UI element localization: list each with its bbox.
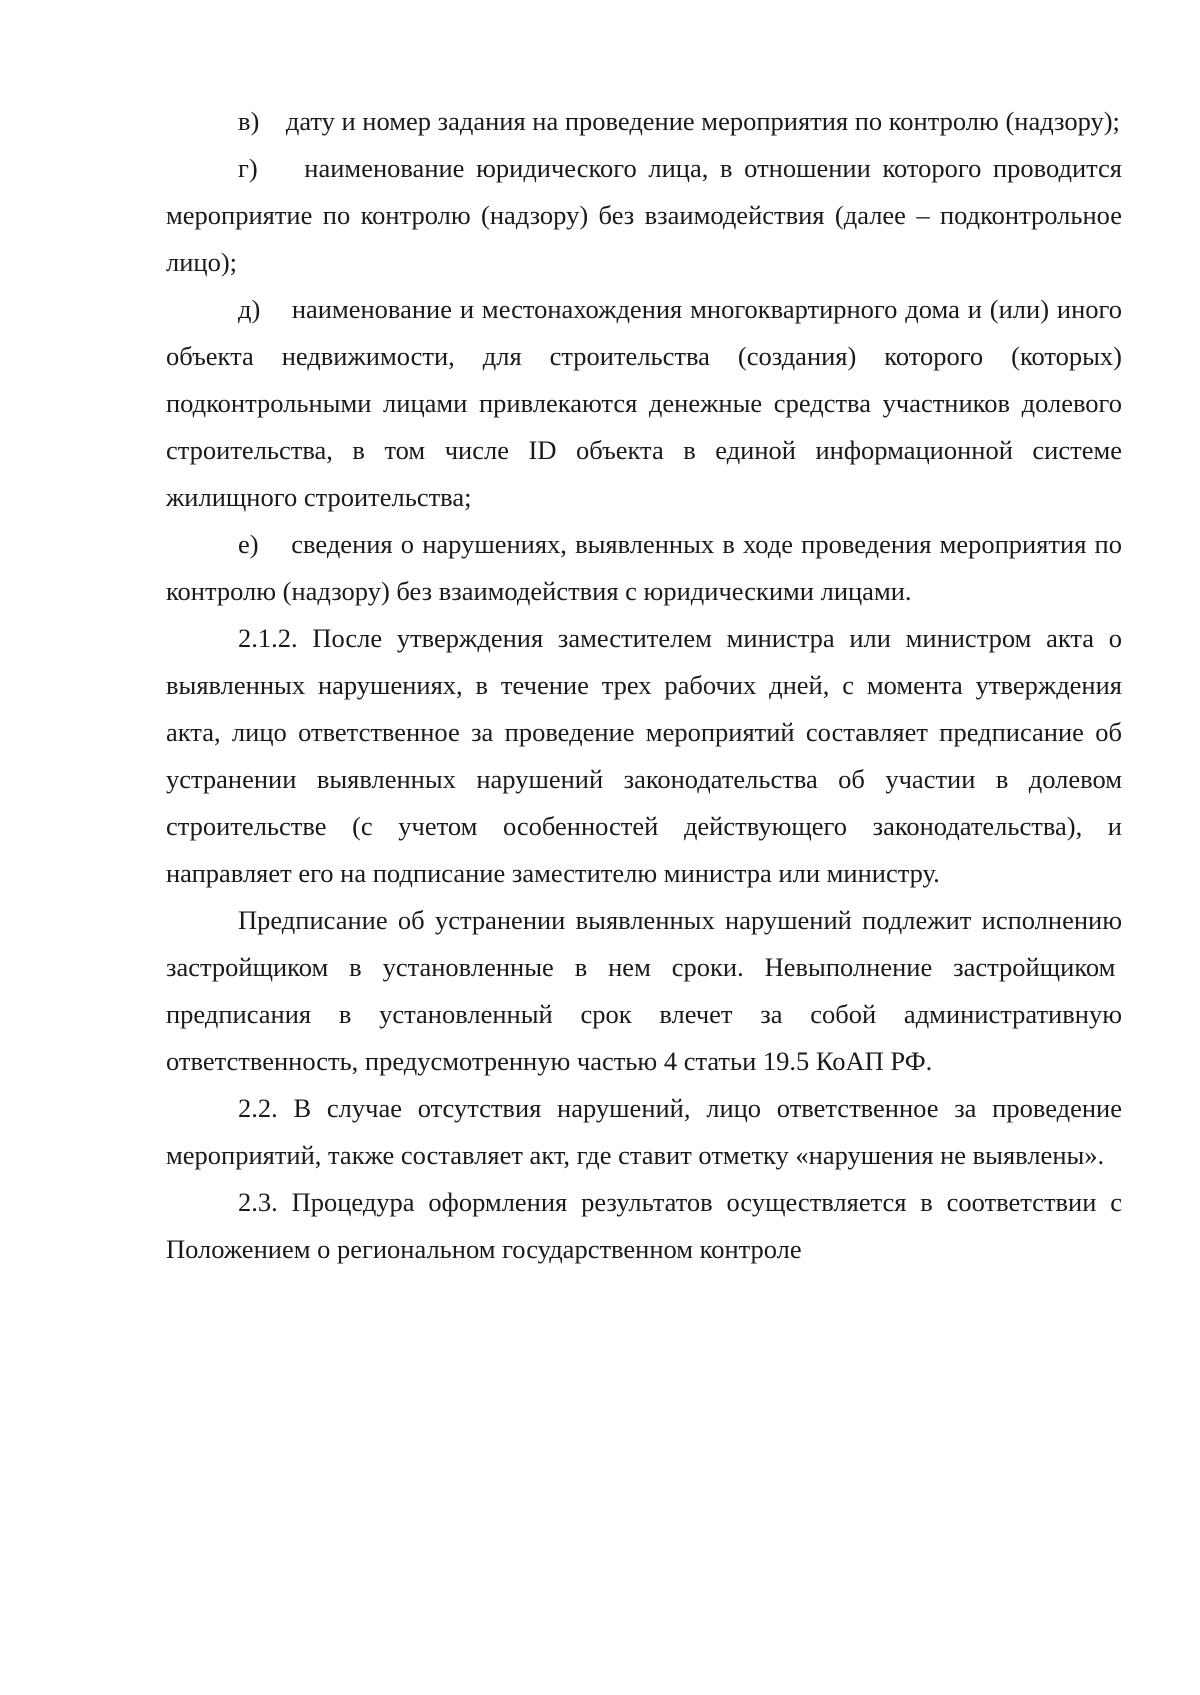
paragraph-2-1-2: 2.1.2. После утверждения заместителем министра или министром акта о выявленных нарушениях, в течение трех рабочих дней, с момента утверждения акта, лицо ответственное за проведение мероприятий составляет предписание об устранении выявленных нарушений законодательства об участии в долевом строительстве (с учетом особенностей действующего законодательства), и направляет его на подписание заместителю министра или министру. <box>166 623 1122 888</box>
paragraph-2-2: 2.2. В случае отсутствия нарушений, лицо ответственное за проведение мероприятий, также составляет акт, где ставит отметку «нарушения не выявлены». <box>166 1093 1122 1170</box>
paragraph-item-e: е) сведения о нарушениях, выявленных в ходе проведения мероприятия по контролю (надзору) без взаимодействия с юридическими лицами. <box>166 529 1122 606</box>
document-body <box>166 98 1122 1273</box>
paragraph-item-d: д) наименование и местонахождения многоквартирного дома и (или) иного объекта недвижимости, для строительства (создания) которого (которых) подконтрольными лицами привлекаются денежные средства участников долевого строительства, в том числе ID объекта в единой информационной системе жилищного строительства; <box>166 294 1122 512</box>
paragraph-2-3: 2.3. Процедура оформления результатов осуществляется в соответствии с Положением о региональном государственном контроле <box>166 1187 1122 1264</box>
paragraph-item-v: в) дату и номер задания на проведение мероприятия по контролю (надзору); <box>238 106 1120 136</box>
paragraph-prescription: Предписание об устранении выявленных нарушений подлежит исполнению застройщиком в установленные в нем сроки. Невыполнение застройщиком предписания в установленный срок влечет за собой административную ответственность, предусмотренную частью 4 статьи 19.5 КоАП РФ. <box>166 905 1122 1076</box>
paragraph-item-g: г) наименование юридического лица, в отношении которого проводится мероприятие по контролю (надзору) без взаимодействия (далее – подконтрольное лицо); <box>166 153 1122 277</box>
